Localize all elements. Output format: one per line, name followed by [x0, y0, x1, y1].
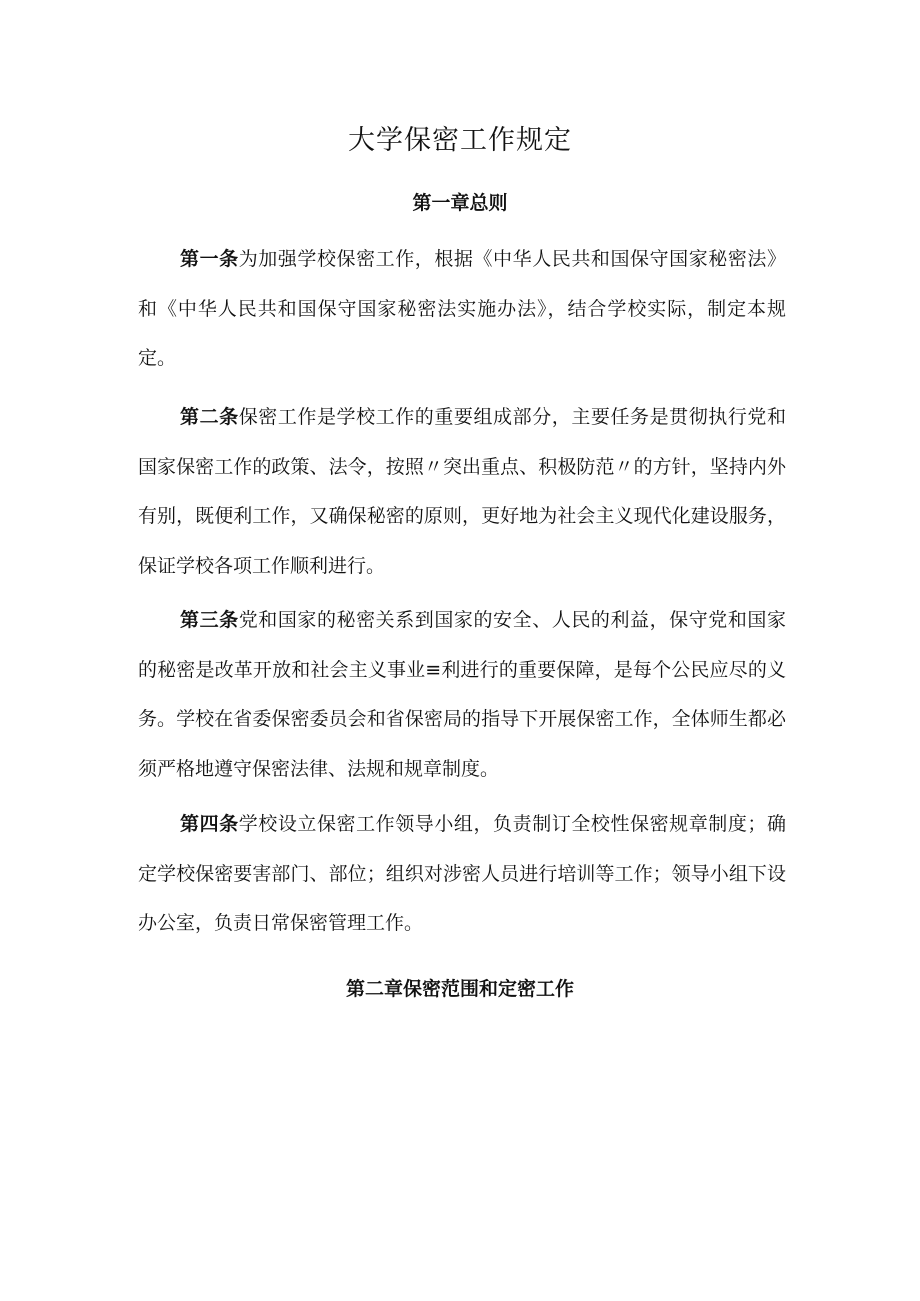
article-4: [138, 800, 786, 949]
chapter-1-heading: 第一章总则: [412, 192, 508, 214]
article-4-text: 学校设立保密工作领导小组，负责制订全校性保密规章制度；确定学校保密要害部门、部位；组织对涉密人员进行培训等工作；领导小组下设办公室，负责日常保密管理工作。: [138, 813, 786, 934]
article-4-label: 第四条: [180, 813, 239, 835]
article-1-label: 第一条: [180, 248, 239, 270]
article-1: [138, 235, 786, 384]
article-3-text: 党和国家的秘密关系到国家的安全、人民的利益，保守党和国家的秘密是改革开放和社会主义事业≡利进行的重要保障，是每个公民应尽的义务。学校在省委保密委员会和省保密局的指导下开展保密工作，全体师生都必须严格地遵守保密法律、法规和规章制度。: [138, 609, 786, 780]
article-3: [138, 596, 786, 794]
article-2-label: 第二条: [180, 406, 239, 428]
document-title: 大学保密工作规定: [348, 125, 572, 156]
article-2-text: 保密工作是学校工作的重要组成部分，主要任务是贯彻执行党和国家保密工作的政策、法令，按照〃突出重点、积极防范〃的方针，坚持内外有别，既便利工作，又确保秘密的原则，更好地为社会主义现代化建设服务，保证学校各项工作顺利进行。: [138, 406, 786, 577]
article-1-text: 为加强学校保密工作，根据《中华人民共和国保守国家秘密法》和《中华人民共和国保守国家秘密法实施办法》，结合学校实际，制定本规定。: [138, 248, 786, 369]
chapter-2-heading: 第二章保密范围和定密工作: [345, 978, 574, 1000]
article-3-label: 第三条: [180, 609, 239, 631]
article-2: [138, 393, 786, 591]
